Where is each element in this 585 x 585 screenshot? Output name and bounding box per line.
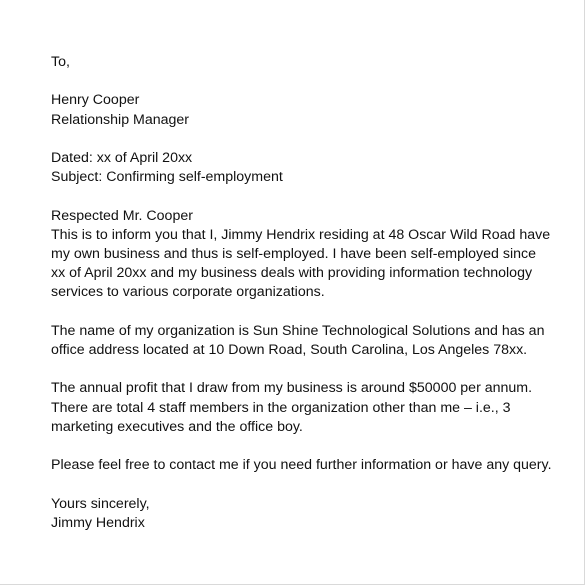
letter-body [51,53,571,533]
spacer [51,360,571,379]
spacer [51,187,571,206]
recipient-block [51,91,571,129]
paragraph-line: This is to inform you that I, Jimmy Hendrix residing at 48 Oscar Wild Road have [51,226,551,243]
paragraph-line: my own business and thus is self-employed. I have been self-employed since [51,245,536,262]
dated-line: Dated: xx of April 20xx [51,149,193,166]
paragraph-line: There are total 4 staff members in the organization other than me – i.e., 3 [51,399,511,416]
spacer [51,130,571,149]
paragraph-line: Please feel free to contact me if you need further information or have any query. [51,457,552,474]
closing: Yours sincerely, [51,495,150,512]
meta-block [51,149,571,187]
to-line: To, [51,54,70,70]
paragraph-line: marketing executives and the office boy. [51,418,303,435]
paragraph-4 [51,456,571,475]
salutation: Respected Mr. Cooper [51,207,193,224]
recipient-title: Relationship Manager [51,111,190,128]
paragraph-3 [51,379,571,437]
spacer [51,303,571,322]
spacer [51,475,571,494]
closing-block [51,495,571,533]
paragraph-line: services to various corporate organizations. [51,284,325,301]
spacer [51,437,571,456]
paragraph-line: The name of my organization is Sun Shine Technological Solutions and has an [51,322,545,339]
recipient-name: Henry Cooper [51,92,140,109]
spacer [51,72,571,91]
paragraph-line: The annual profit that I draw from my business is around $50000 per annum. [51,380,533,397]
paragraph-line: office address located at 10 Down Road, South Carolina, Los Angeles 78xx. [51,341,528,358]
signature-name: Jimmy Hendrix [51,514,145,531]
paragraph-2 [51,322,571,360]
paragraph-line: xx of April 20xx and my business deals with providing information technology [51,265,533,282]
paragraph-1 [51,226,571,303]
subject-line: Subject: Confirming self-employment [51,169,283,186]
